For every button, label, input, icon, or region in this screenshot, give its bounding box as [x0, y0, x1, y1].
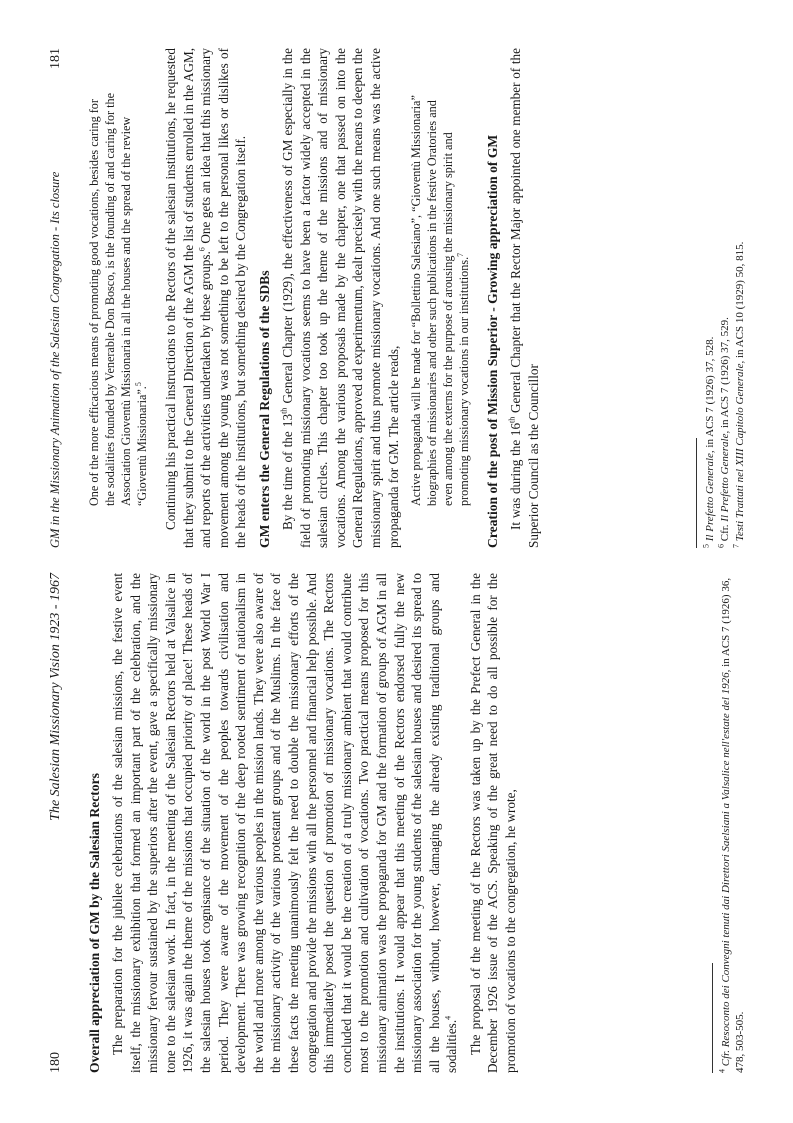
- paragraph-text: It was during the 16: [508, 422, 524, 530]
- paragraph: [109, 573, 461, 1073]
- running-title-right: GM in the Missionary Animation of the Salesian Congregation - Its closure: [48, 171, 62, 548]
- paragraph-text: General Chapter that the Rector Major appointed one member of the Superior Council as the Councillor: [508, 48, 541, 548]
- left-page-body: [86, 573, 520, 1073]
- footnote: [718, 48, 732, 548]
- footnote-italic: Cfr. Resoconto dei Convegni tenuti dai Direttori Saelsiani a Valsalice nell'estate del 1926,: [720, 669, 732, 1067]
- paragraph-text: Continuing his practical instructions to the Rectors of the salesian institutions, he requested that they submit to the General Direction of the AGM the list of students enrolled in the AGM, and reports of the activities undertaken by these groups.: [163, 48, 214, 548]
- paragraph-text: The preparation for the jubilee celebrations of the salesian missions, the festive event itself, the missionary exhibition that formed an important part of the celebration, and the missionary fervour sustained by the superiors after the event, gave a specifically missionary tone to the salesian work. In fact, in the meeting of the Salesian Rectors held at Valsalice in 1926, it was again the theme of the missions that occupied priority of place! These heads of the salesian houses took cognisance of the situation of the world in the post World War I period. They were aware of the movement of the peoples towards civilisation and development. There was growing recognition of the deep rooted sentiment of nationalism in the world and more among the various peoples in the mission lands. They were also aware of the missionary activity of the various protestant groups and of the Muslims. In the face of these facts the meeting unanimously felt the need to double the missionary efforts of the congregation and provide the missions with all the personnel and financial help possible. And this immediately posed the question of promotion of missionary vocations. The Rectors concluded that it would be the creation of a truly missionary ambient that would contribute most to the promotion and cultivation of vocations. Two practical means proposed for this missionary animation was the propaganda for GM and the formation of groups of AGM in all the institutions. It would appear that this meeting of the Rectors endorsed fully the new missionary association for the young students of the salesian houses and desired its spread to all the houses, without, however, damaging the already existing traditional groups and sodalities.: [110, 573, 460, 1073]
- section-heading: Overall appreciation of GM by the Salesian Rectors: [87, 773, 102, 1073]
- quote-text: Active propaganda will be made for “Bollettino Salesiano”, “Gioventù Missionaria” biographies of missionaries and other such publications in the festive Oratories and even among the externs for the purpose of arousing the missionary spirit and promoting missionary vocations in our institutions.: [409, 95, 472, 506]
- right-page-body: [86, 48, 542, 548]
- page-number-left: 180: [48, 1052, 63, 1073]
- footnote-ref: 7: [456, 252, 466, 257]
- paragraph: [279, 48, 402, 548]
- footnote-italic: Il Prefetto Generale,: [719, 430, 731, 522]
- section-heading: Creation of the post of Mission Superior - Growing appreciation of GM: [485, 134, 501, 548]
- running-title-left: The Salesian Missionary Vision 1923 - 1967: [48, 573, 63, 821]
- paragraph-text: By the time of the 13: [279, 413, 295, 530]
- footnote-ref: 4: [443, 1015, 453, 1020]
- footnote-ref: 5: [133, 382, 143, 387]
- right-page: [48, 48, 748, 548]
- footnotes-left: [702, 573, 748, 1073]
- footnote: [733, 48, 747, 548]
- footnote-text: Cfr.: [719, 521, 731, 542]
- paragraph: [507, 48, 542, 548]
- footnote-text: in ACS 7 (1926) 37, 528.: [704, 336, 716, 451]
- left-page-header: [48, 573, 70, 1073]
- page-number-right: 181: [48, 48, 63, 69]
- block-quote: [86, 90, 150, 506]
- footnote-italic: Testi Trattati nel XIII Capitolo Generale,: [734, 360, 746, 542]
- quote-text: One of the more efficacious means of promoting good vocations, besides caring for the sodalities founded by Venerable Don Bosco, is the founding of and caring for the Association Gioventù Missionaria in all the houses and the spread of the review “Gioventù Missionaria”.: [87, 92, 149, 506]
- footnote-rule: [712, 963, 713, 1073]
- footnote-number: 6: [716, 544, 726, 548]
- footnotes-right: [686, 48, 748, 548]
- left-page: [48, 573, 748, 1073]
- footnote-text: in ACS 7 (1926) 37, 529.: [719, 317, 731, 431]
- paragraph-text: The proposal of the meeting of the Rectors was taken up by the Prefect General in the December 1926 issue of the ACS. Speaking of the great need to do all possible for the promotion of vocations to the congregation, he wrote,: [467, 573, 519, 1073]
- ordinal-suffix: th: [507, 416, 517, 423]
- section-heading: GM enters the General Regulations of the SDBs: [256, 270, 272, 548]
- footnote-text: in ACS 10 (1929) 50, 815.: [734, 241, 746, 361]
- block-quote: [408, 90, 472, 506]
- footnote-italic: Il Prefetto Generale,: [704, 450, 716, 542]
- footnote-rule: [696, 438, 697, 548]
- paragraph: [467, 573, 520, 1073]
- footnote: [719, 573, 747, 1073]
- footnote-number: 5: [701, 544, 711, 548]
- footnote-ref: 6: [197, 247, 207, 252]
- footnote-number: 7: [731, 544, 741, 548]
- paragraph-text: One gets an idea that this missionary movement among the young was not something to be left to the personal likes or dislikes of the heads of the institutions, but something desired by the Congregation itself.: [198, 48, 249, 548]
- footnote: [703, 48, 717, 548]
- ordinal-suffix: th: [279, 407, 289, 414]
- right-page-header: [48, 48, 70, 548]
- paragraph: [162, 48, 250, 548]
- footnote-text: in ACS 7 (1926) 36, 478, 503-505.: [720, 577, 746, 1073]
- paragraph-text: General Chapter (1929), the effectiveness of GM especially in the field of promoting missionary vocations seems to have been a factor widely accepted in the salesian circles. This chapter too took up the theme of the missions and of missionary vocations. Among the various proposals made by the chapter, one that passed on into the General Regulations, approved ad experimentum, dealt precisely with the means to deepen the missionary spirit and thus promote missionary vocations. And one such means was the active propaganda for GM. The article reads,: [279, 48, 401, 548]
- footnote-number: 4: [717, 1069, 727, 1073]
